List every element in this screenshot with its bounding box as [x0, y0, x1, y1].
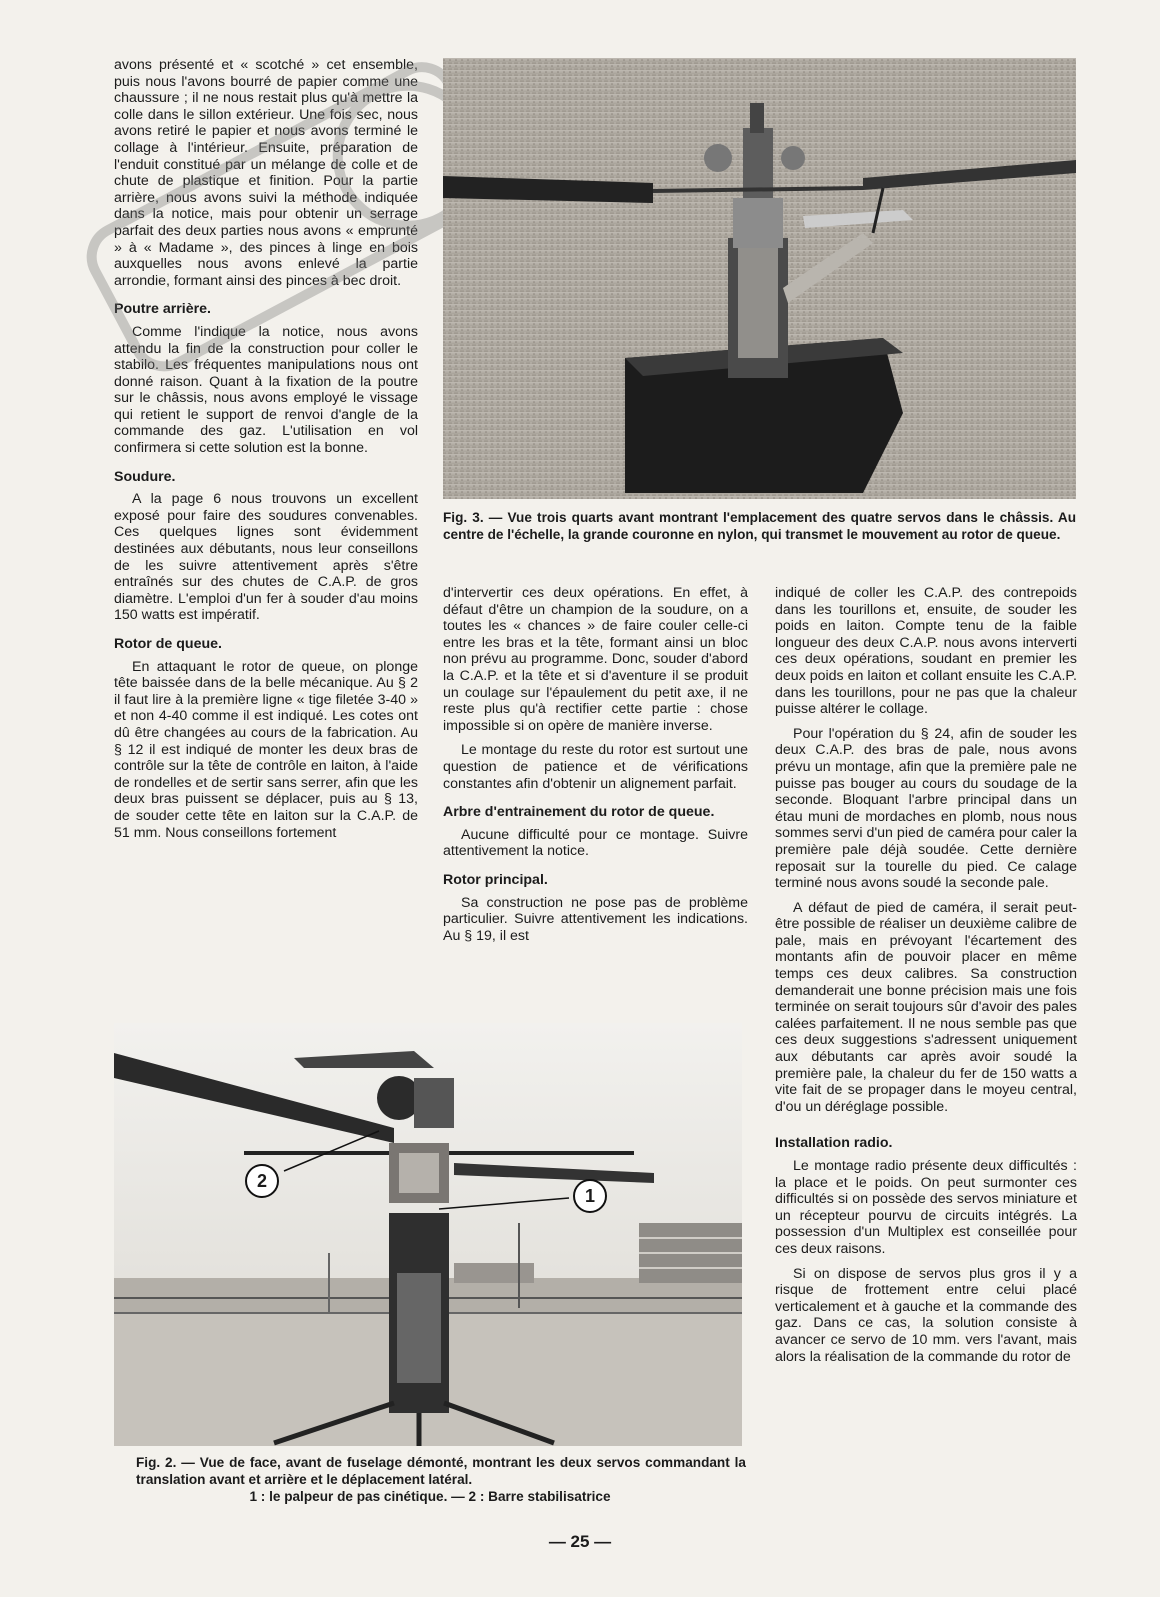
- paragraph: Pour l'opération du § 24, afin de souder les deux C.A.P. des bras de pale, nous avons prévu un montage, afin que la première pale ne puisse pas bouger au cours du soudage de la seconde. Bloquant l'arbre principal dans un étau muni de mordaches en plomb, nous nous sommes servi d'un pied de caméra pour caler la première pale déjà soudée. Cette dernière reposait sur la tourelle du pied. Ce calage terminé nous avons soudé la seconde pale.: [775, 725, 1077, 892]
- section-heading-poutre: Poutre arrière.: [114, 301, 211, 318]
- paragraph: Si on dispose de servos plus gros il y a risque de frottement entre celui placé verticalement et à gauche et la commande des gaz. Dans ce cas, la solution consiste à avancer ce servo de 10 mm. vers l'avant, mais alors la réalisation de la commande du rotor de: [775, 1265, 1077, 1365]
- paragraph: En attaquant le rotor de queue, on plonge tête baissée dans de la belle mécanique. Au § 2 il faut lire à la première ligne « tige filetée 3-40 » et non 4-40 comme il est indiqué. Les cotes ont dû être changées au cours de la fabrication. Au § 12 il est indiqué de monter les deux bras de contrôle sur la tête de contrôle en laiton, à l'aide de rondelles et de sertir sans serrer, afin que les deux bras puissent se déplacer, puis au § 13, de souder cette tête en laiton sur la C.A.P. de 51 mm. Nous conseillons fortement: [114, 658, 418, 841]
- paragraph: Comme l'indique la notice, nous avons attendu la fin de la construction pour coller le stabilo. Les fréquentes manipulations nous ont donné raison. Quant à la fixation de la poutre sur le châssis, nous avons employé le vissage qui retient le support de renvoi d'angle de la commande des gaz. L'utilisation en vol confirmera si cette solution est la bonne.: [114, 323, 418, 457]
- paragraph: Sa construction ne pose pas de problème particulier. Suivre attentivement les indications. Au § 19, il est: [443, 894, 748, 944]
- callout-label-1: 1: [584, 1186, 595, 1206]
- paragraph: A la page 6 nous trouvons un excellent exposé pour faire des soudures convenables. Ces quelques lignes sont évidemment destinées aux débutants, nous leur conseillons de les suivre attentivement après s'être entraînés sur des chutes de C.A.P. de gros diamètre. L'emploi d'un fer à souder d'au moins 150 watts est impératif.: [114, 491, 418, 624]
- section-heading-arbre: Arbre d'entrainement du rotor de queue.: [443, 804, 715, 821]
- paragraph: d'intervertir ces deux opérations. En effet, à défaut d'être un champion de la soudure, on a toutes les « chances » de faire couler celle-ci entre les bras et la tête, formant ainsi un bloc non prévu au programme. Donc, souder d'abord la C.A.P. et la tête et si d'aventure il se produit un coulage sur l'épaulement du petit axe, il ne reste plus qu'à rectifier cette partie : chose impossible si on opère de manière inverse.: [443, 585, 748, 734]
- fig3-caption: Fig. 3. — Vue trois quarts avant montrant l'emplacement des quatre servos dans le châssis. Au centre de l'échelle, la grande couronne en nylon, qui transmet le mouvement au rotor de queue.: [443, 510, 1076, 542]
- paragraph: Aucune difficulté pour ce montage. Suivre attentivement la notice.: [443, 826, 748, 860]
- paragraph: indiqué de coller les C.A.P. des contrepoids dans les tourillons et, ensuite, de souder les poids en laiton. Compte tenu de la faible longueur des deux C.A.P. nous avons interverti ces deux opérations, soudant en premier les deux poids en laiton et collant ensuite les C.A.P. dans les tourillons, pour ne pas que la chaleur puisse altérer le collage.: [775, 585, 1077, 718]
- paragraph: Le montage du reste du rotor est surtout une question de patience et de vérifications constantes afin d'obtenir un alignement parfait.: [443, 742, 748, 792]
- fig2-photo: [114, 1023, 742, 1446]
- paragraph: A défaut de pied de caméra, il serait peut-être possible de réaliser un deuxième calibre de pale, mais en prévoyant l'écartement des montants afin de pouvoir placer en même temps ces deux calibres. Sa construction demanderait une bonne précision mais une fois terminée on serait toujours sûr d'avoir des pales calées parfaitement. Il ne nous semble pas que ces deux suggestions s'adressent uniquement aux débutants car après avoir soudé la première pale, la chaleur du fer de 150 watts a vite fait de se propager dans le moyeu central, d'ou un déréglage possible.: [775, 899, 1077, 1115]
- column-2: [443, 585, 748, 944]
- page-number: — 25 —: [548, 1532, 612, 1551]
- section-heading-rotor-principal: Rotor principal.: [443, 871, 548, 888]
- section-heading-soudure: Soudure.: [114, 468, 176, 485]
- fig3-photo: [443, 58, 1076, 499]
- column-1: [114, 57, 418, 841]
- section-heading-radio: Installation radio.: [775, 1135, 893, 1152]
- section-heading-rotor-queue: Rotor de queue.: [114, 636, 222, 652]
- fig2-legend: 1 : le palpeur de pas cinétique. — 2 : Barre stabilisatrice: [249, 1489, 611, 1504]
- fig2-caption: Fig. 2. — Vue de face, avant de fuselage démonté, montrant les deux servos commandant la translation avant et arrière et le déplacement latéral.: [136, 1455, 746, 1487]
- column-3: [775, 585, 1077, 1365]
- callout-label-2: 2: [256, 1171, 267, 1191]
- paragraph: Le montage radio présente deux difficultés : la place et le poids. On peut surmonter ces difficultés si on possède des servos miniature et un récepteur pourvu de circuits intégrés. La possession d'un Multiplex est conseillée pour ces deux raisons.: [775, 1158, 1077, 1257]
- paragraph: avons présenté et « scotché » cet ensemble, puis nous l'avons bourré de papier comme une chaussure ; il ne nous restait plus qu'à mettre la colle dans le sillon extérieur. Une fois sec, nous avons retiré le papier et nous avons terminé le collage à l'intérieur. Ensuite, préparation de l'enduit constitué par un mélange de colle et de chute de plastique et finition. Pour la partie arrière, nous avons suivi la méthode indiquée dans la notice, mais pour obtenir un serrage parfait des deux parties nous avons « emprunté » à « Madame », des pinces à linge en bois auxquelles nous avons enlevé la partie arrondie, formant ainsi des pinces à bec droit.: [114, 57, 418, 289]
